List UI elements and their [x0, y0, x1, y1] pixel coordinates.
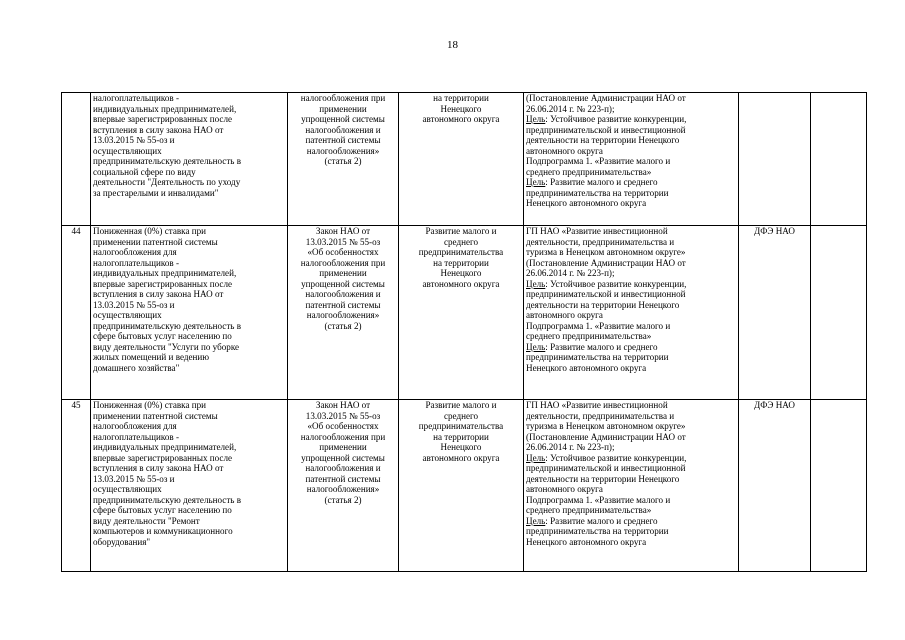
goal-text: : Развитие малого и среднего предпринимательства на территории Ненецкого автономного округа	[526, 341, 669, 373]
benefit-goal: Развитие малого и среднего предпринимательства на территории Ненецкого автономного округа	[399, 226, 524, 400]
goal-label: Цель	[526, 341, 546, 352]
goal-text: : Устойчивое развитие конкуренции, предпринимательской и инвестиционной деятельности на территории Ненецкого автономного округа Подпрограмма 1. «Развитие малого и среднего предпринимательства»	[526, 278, 687, 341]
responsible-body: ДФЭ НАО	[739, 226, 811, 400]
program-text: (Постановление Администрации НАО от 26.06.2014 г. № 223-п);	[526, 93, 686, 114]
responsible-body: ДФЭ НАО	[739, 400, 811, 572]
goal-text: : Устойчивое развитие конкуренции, предпринимательской и инвестиционной деятельности на территории Ненецкого автономного округа Подпрограмма 1. «Развитие малого и среднего предпринимательства»	[526, 114, 687, 177]
benefit-description: Пониженная (0%) ставка при применении патентной системы налогообложения для налогоплательщиков - индивидуальных предпринимателей, впервые зарегистрированных после вступления в силу закона НАО от 13.03.2015 № 55-оз и осуществляющих предпринимательскую деятельность в сфере бытовых услуг населению по виду деятельности "Ремонт компьютеров и коммуникационного оборудования"	[91, 400, 288, 572]
goal-label: Цель	[526, 114, 546, 124]
extra-cell	[811, 93, 867, 226]
table-row	[62, 93, 867, 226]
benefit-goal: Развитие малого и среднего предпринимательства на территории Ненецкого автономного округа	[399, 400, 524, 572]
goal-text: : Развитие малого и среднего предпринимательства на территории Ненецкого автономного округа	[526, 177, 669, 208]
table-row	[62, 400, 867, 572]
extra-cell	[811, 400, 867, 572]
tax-benefits-table	[61, 92, 867, 572]
goal-text: : Развитие малого и среднего предпринимательства на территории Ненецкого автономного округа	[526, 515, 669, 547]
state-program	[524, 226, 739, 400]
legal-basis: Закон НАО от 13.03.2015 № 55-оз «Об особенностях налогообложения при применении упрощенной системы налогообложения и патентной системы налогообложения» (статья 2)	[288, 226, 399, 400]
responsible-body	[739, 93, 811, 226]
extra-cell	[811, 226, 867, 400]
program-text: ГП НАО «Развитие инвестиционной деятельности, предпринимательства и туризма в Ненецком автономном округе» (Постановление Администрации НАО от 26.06.2014 г. № 223-п);	[526, 400, 686, 452]
goal-label: Цель	[526, 278, 546, 289]
state-program	[524, 400, 739, 572]
program-text: ГП НАО «Развитие инвестиционной деятельности, предпринимательства и туризма в Ненецком автономном округе» (Постановление Администрации НАО от 26.06.2014 г. № 223-п);	[526, 226, 686, 278]
goal-label: Цель	[526, 515, 546, 526]
row-number	[62, 93, 91, 226]
row-number: 44	[62, 226, 91, 400]
benefit-description: налогоплательщиков - индивидуальных предпринимателей, впервые зарегистрированных после вступления в силу закона НАО от 13.03.2015 № 55-оз и осуществляющих предпринимательскую деятельность в социальной сфере по виду деятельности "Деятельность по уходу за престарелыми и инвалидами"	[91, 93, 288, 226]
goal-text: : Устойчивое развитие конкуренции, предпринимательской и инвестиционной деятельности на территории Ненецкого автономного округа Подпрограмма 1. «Развитие малого и среднего предпринимательства»	[526, 452, 687, 515]
goal-label: Цель	[526, 452, 546, 463]
legal-basis: налогообложения при применении упрощенной системы налогообложения и патентной системы налогообложения» (статья 2)	[288, 93, 399, 226]
goal-label: Цель	[526, 177, 546, 187]
benefit-description: Пониженная (0%) ставка при применении патентной системы налогообложения для налогоплательщиков - индивидуальных предпринимателей, впервые зарегистрированных после вступления в силу закона НАО от 13.03.2015 № 55-оз и осуществляющих предпринимательскую деятельность в сфере бытовых услуг населению по виду деятельности "Услуги по уборке жилых помещений и ведению домашнего хозяйства"	[91, 226, 288, 400]
row-number: 45	[62, 400, 91, 572]
state-program	[524, 93, 739, 226]
legal-basis: Закон НАО от 13.03.2015 № 55-оз «Об особенностях налогообложения при применении упрощенной системы налогообложения и патентной системы налогообложения» (статья 2)	[288, 400, 399, 572]
table-row	[62, 226, 867, 400]
page-number: 18	[447, 39, 458, 51]
benefit-goal: на территории Ненецкого автономного округа	[399, 93, 524, 226]
